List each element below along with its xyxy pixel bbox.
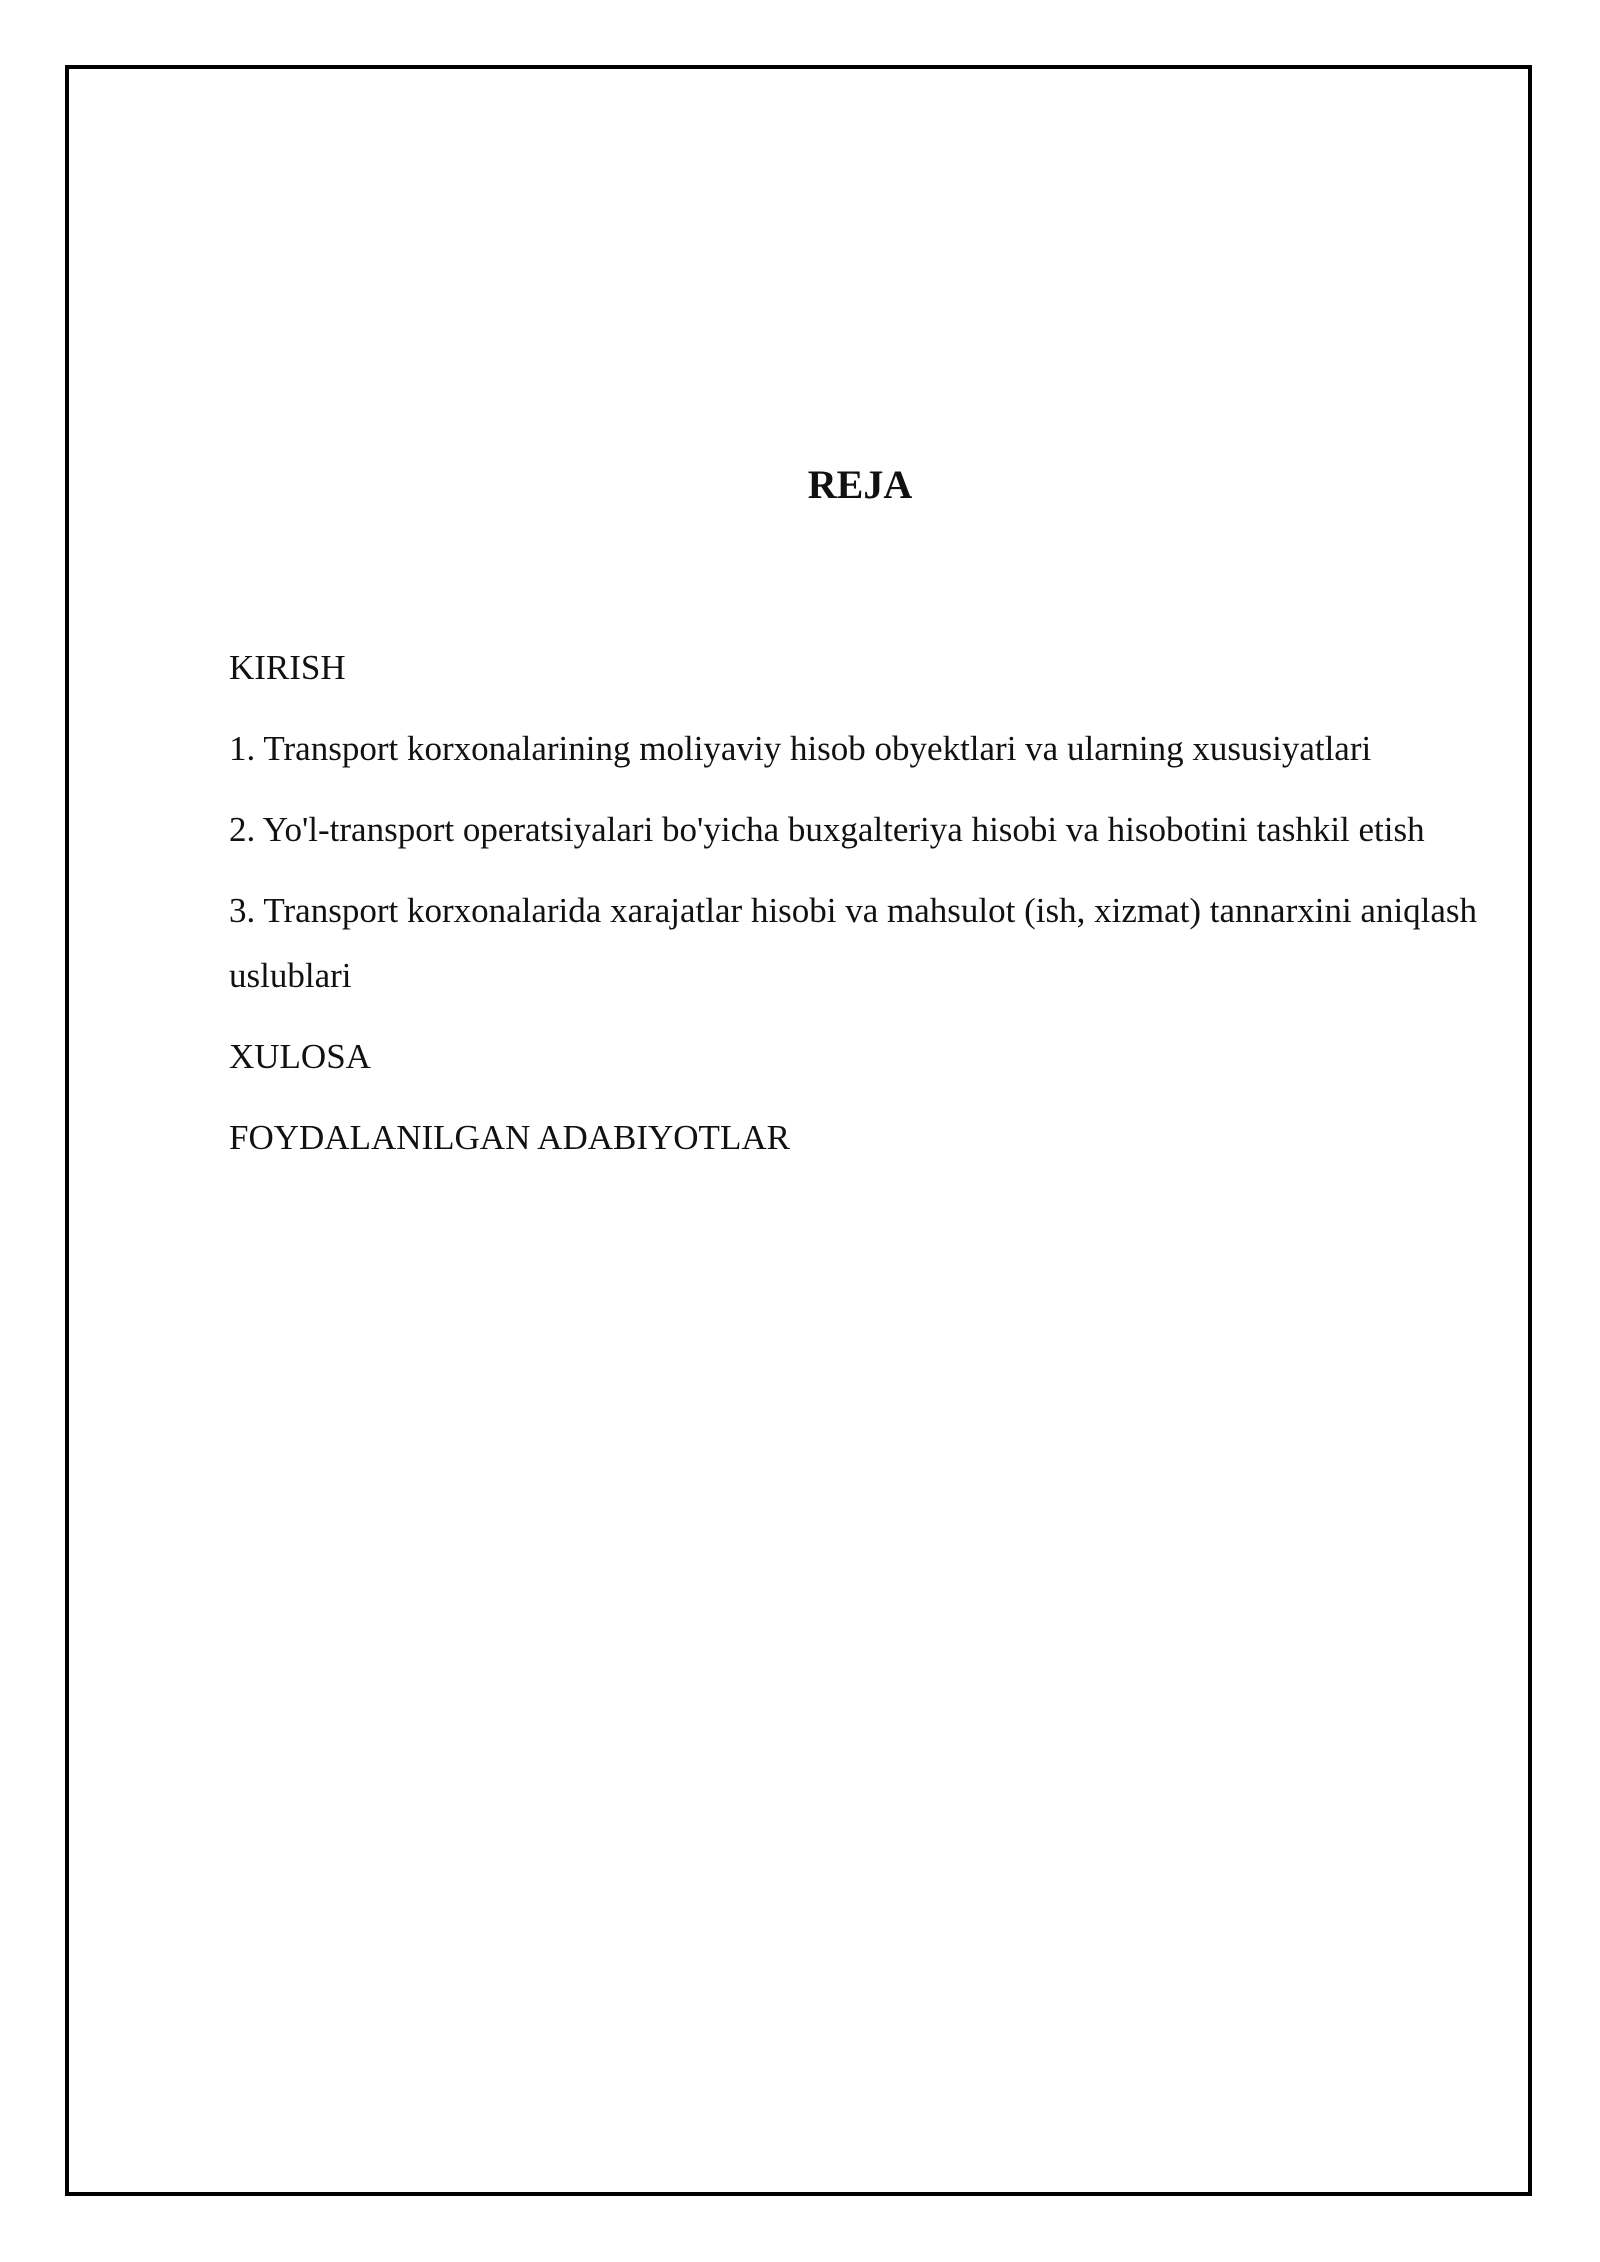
page-title: REJA [807, 462, 913, 507]
toc-item-introduction: KIRISH [229, 648, 346, 687]
toc-item-chapter-3: 3. Transport korxonalarida xarajatlar hisobi va mahsulot (ish, xizmat) tannarxini aniqlash uslublari [229, 891, 1478, 995]
toc-item-chapter-1: 1. Transport korxonalarining moliyaviy hisob obyektlari va ularning xususiyatlari [229, 729, 1372, 768]
toc-item-chapter-2: 2. Yo'l-transport operatsiyalari bo'yicha buxgalteriya hisobi va hisobotini tashkil etish [229, 810, 1425, 849]
toc-item-references: FOYDALANILGAN ADABIYOTLAR [229, 1118, 790, 1157]
table-of-contents [229, 635, 1479, 1186]
toc-item-conclusion: XULOSA [229, 1037, 371, 1076]
